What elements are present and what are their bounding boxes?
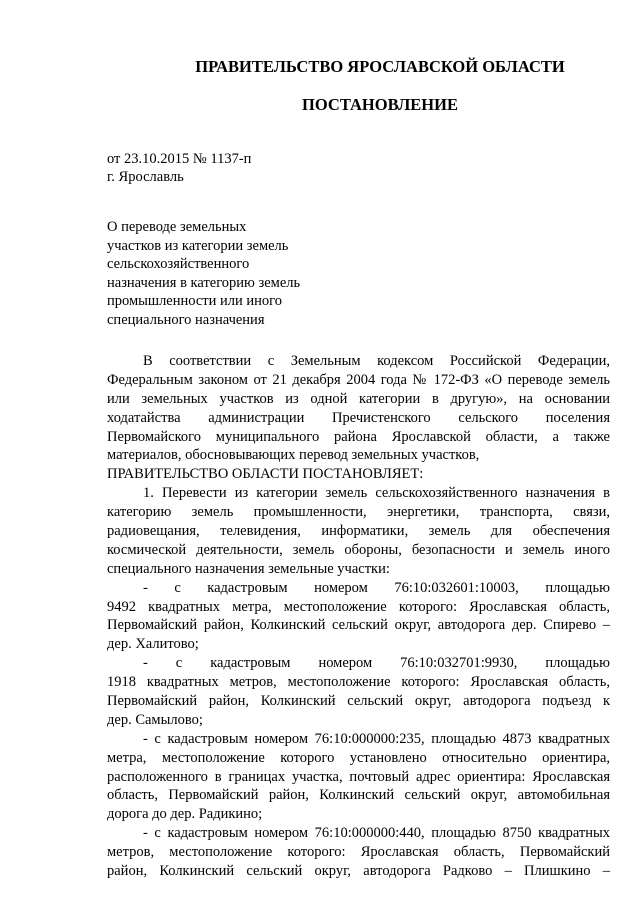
text-line: космической деятельности, земель обороны, безопасности и земель иного (107, 541, 610, 558)
text-line: специального назначения земельные участки: (107, 560, 390, 577)
date-number: от 23.10.2015 № 1137-п (107, 151, 252, 167)
document-type-title: ПОСТАНОВЛЕНИЕ (302, 95, 458, 114)
text-line: - с кадастровым номером 76:10:032701:9930, площадью (143, 655, 610, 672)
text-line: расположенного в границах участка, почтовый адрес ориентира: Ярославская (107, 768, 610, 785)
document-meta (107, 150, 251, 186)
text-line: метра, местоположение которого установлено относительно ориентира, (107, 749, 610, 766)
preamble-paragraph (107, 352, 610, 465)
text-line: - с кадастровым номером 76:10:032601:10003, площадью (143, 579, 610, 596)
text-line: 9492 квадратных метра, местоположение которого: Ярославская область, (107, 598, 610, 615)
subject-line: промышленности или иного (107, 293, 283, 310)
subject-line: сельскохозяйственного (107, 256, 250, 273)
text-line: материалов, обосновывающих перевод земельных участков, (107, 447, 480, 464)
text-line: район, Колкинский сельский округ, автодорога Радково – Плишкино – (107, 863, 610, 880)
text-line: дер. Самылово; (107, 711, 203, 728)
text-line: 1918 квадратных метров, местоположение которого: Ярославская область, (107, 674, 610, 691)
text-line: Федеральным законом от 21 декабря 2004 года № 172-ФЗ «О переводе земель (107, 371, 610, 388)
text-line: - с кадастровым номером 76:10:000000:440, площадью 8750 квадратных (143, 825, 610, 842)
subject-line: О переводе земельных (107, 219, 247, 235)
document-body (107, 352, 610, 881)
text-line: Первомайский район, Колкинский сельский округ, автодорога подъезд к (107, 693, 610, 710)
resolves-line: ПРАВИТЕЛЬСТВО ОБЛАСТИ ПОСТАНОВЛЯЕТ: (107, 466, 424, 483)
city: г. Ярославль (107, 169, 184, 185)
text-line: или земельных участков из одной категории в другую», на основании (107, 390, 610, 407)
text-line: 1. Перевести из категории земель сельскохозяйственного назначения в (143, 485, 610, 502)
text-line: - с кадастровым номером 76:10:000000:235, площадью 4873 квадратных (143, 730, 610, 747)
text-line: дер. Халитово; (107, 636, 199, 653)
text-line: Первомайский район, Колкинский сельский округ, автодорога дер. Спирево – (107, 617, 610, 634)
document-subject (107, 218, 300, 330)
government-title: ПРАВИТЕЛЬСТВО ЯРОСЛАВСКОЙ ОБЛАСТИ (195, 57, 565, 76)
item-1-paragraph (107, 484, 610, 578)
subject-line: назначения в категорию земель (107, 274, 301, 291)
text-line: В соответствии с Земельным кодексом Российской Федерации, (143, 353, 610, 369)
text-line: категорию земель промышленности, энергетики, транспорта, связи, (107, 504, 610, 521)
text-line: метров, местоположение которого: Ярославская область, Первомайский (107, 844, 610, 861)
plot-4-paragraph (107, 824, 610, 881)
subject-line: участков из категории земель (107, 237, 289, 254)
text-line: Первомайского муниципального района Ярославской области, а также (107, 428, 610, 445)
plot-2-paragraph (107, 654, 610, 730)
plot-3-paragraph (107, 730, 610, 824)
subject-line: специального назначения (107, 311, 265, 328)
text-line: дорога до дер. Радикино; (107, 806, 263, 823)
text-line: ходатайства администрации Пречистенского сельского поселения (107, 409, 610, 426)
plot-1-paragraph (107, 579, 610, 655)
text-line: область, Первомайский район, Колкинский сельский округ, автомобильная (107, 787, 610, 804)
text-line: радиовещания, телевидения, информатики, земель для обеспечения (107, 523, 610, 540)
